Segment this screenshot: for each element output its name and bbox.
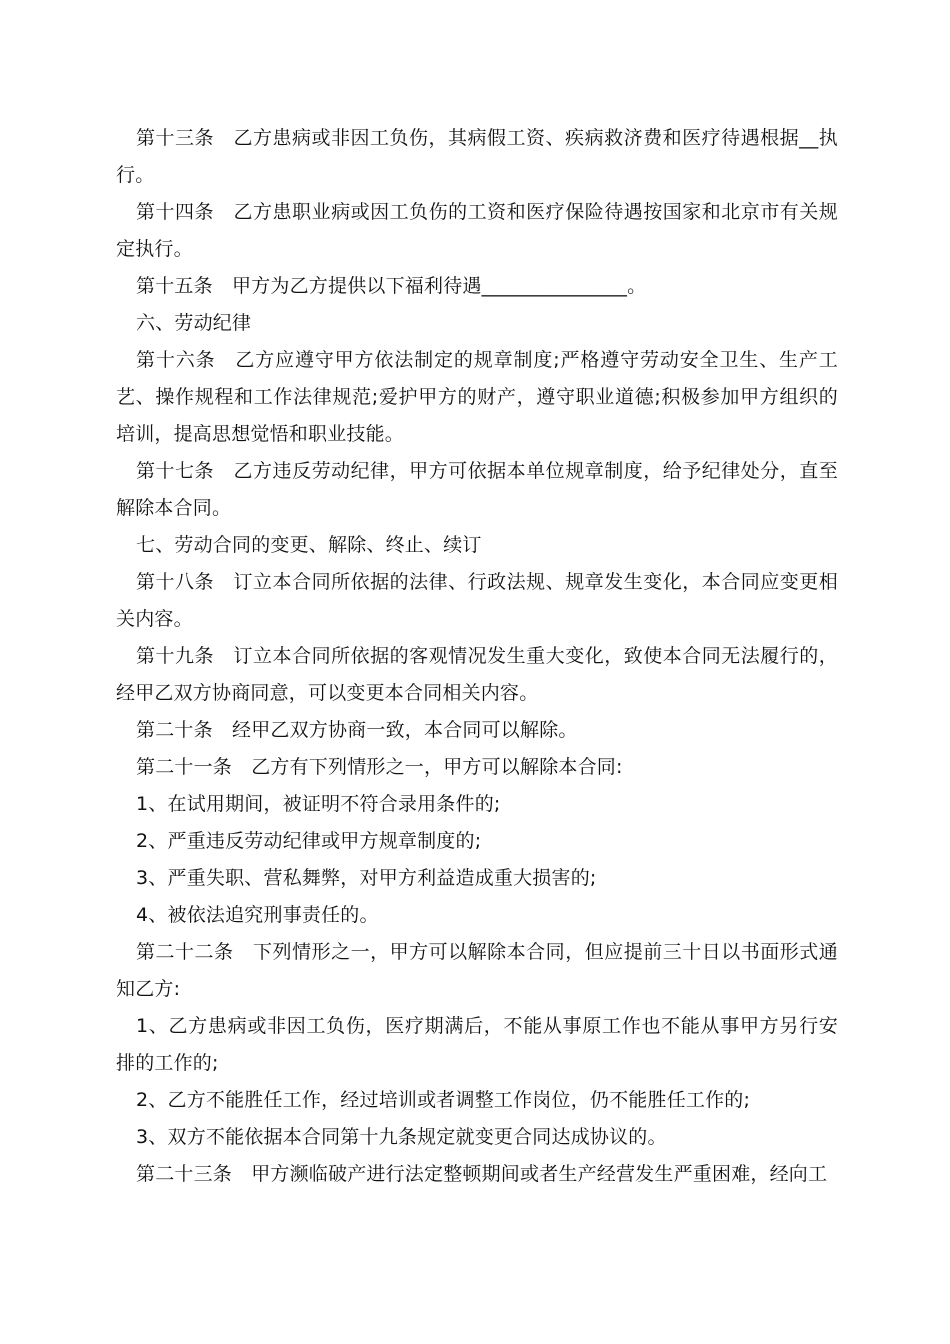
- article-17: 第十七条 乙方违反劳动纪律，甲方可依据本单位规章制度，给予纪律处分，直至解除本合同。: [116, 460, 838, 519]
- article-22-item-2: 2、乙方不能胜任工作，经过培训或者调整工作岗位，仍不能胜任工作的;: [136, 1089, 751, 1111]
- document-body: [116, 120, 838, 1193]
- article-21-item-2: 2、严重违反劳动纪律或甲方规章制度的;: [136, 830, 482, 852]
- article-14: 第十四条 乙方患职业病或因工负伤的工资和医疗保险待遇按国家和北京市有关规定执行。: [116, 201, 838, 260]
- article-22-item-1: 1、乙方患病或非因工负伤，医疗期满后，不能从事原工作也不能从事甲方另行安排的工作的;: [116, 1015, 838, 1074]
- article-15: 第十五条 甲方为乙方提供以下福利待遇_______________。: [136, 275, 647, 297]
- article-21-item-1: 1、在试用期间，被证明不符合录用条件的;: [136, 793, 501, 815]
- article-21-item-4: 4、被依法追究刑事责任的。: [136, 904, 379, 926]
- section-heading-contract-changes: 七、劳动合同的变更、解除、终止、续订: [136, 534, 482, 556]
- article-21: 第二十一条 乙方有下列情形之一，甲方可以解除本合同:: [136, 756, 623, 778]
- article-22-item-3: 3、双方不能依据本合同第十九条规定就变更合同达成协议的。: [136, 1126, 667, 1148]
- article-23: 第二十三条 甲方濒临破产进行法定整顿期间或者生产经营发生严重困难，经向工: [136, 1163, 828, 1185]
- article-13: 第十三条 乙方患病或非因工负伤，其病假工资、疾病救济费和医疗待遇根据__执行。: [116, 127, 838, 186]
- article-18: 第十八条 订立本合同所依据的法律、行政法规、规章发生变化，本合同应变更相关内容。: [116, 571, 838, 630]
- article-16: 第十六条 乙方应遵守甲方依法制定的规章制度;严格遵守劳动安全卫生、生产工艺、操作规程和工作法律规范;爱护甲方的财产，遵守职业道德;积极参加甲方组织的培训，提高思想觉悟和职业技能。: [116, 349, 838, 445]
- article-22: 第二十二条 下列情形之一，甲方可以解除本合同，但应提前三十日以书面形式通知乙方:: [116, 941, 838, 1000]
- article-19: 第十九条 订立本合同所依据的客观情况发生重大变化，致使本合同无法履行的，经甲乙双方协商同意，可以变更本合同相关内容。: [116, 645, 838, 704]
- section-heading-labor-discipline: 六、劳动纪律: [136, 312, 252, 334]
- article-21-item-3: 3、严重失职、营私舞弊，对甲方利益造成重大损害的;: [136, 867, 597, 889]
- article-20: 第二十条 经甲乙双方协商一致，本合同可以解除。: [136, 719, 578, 741]
